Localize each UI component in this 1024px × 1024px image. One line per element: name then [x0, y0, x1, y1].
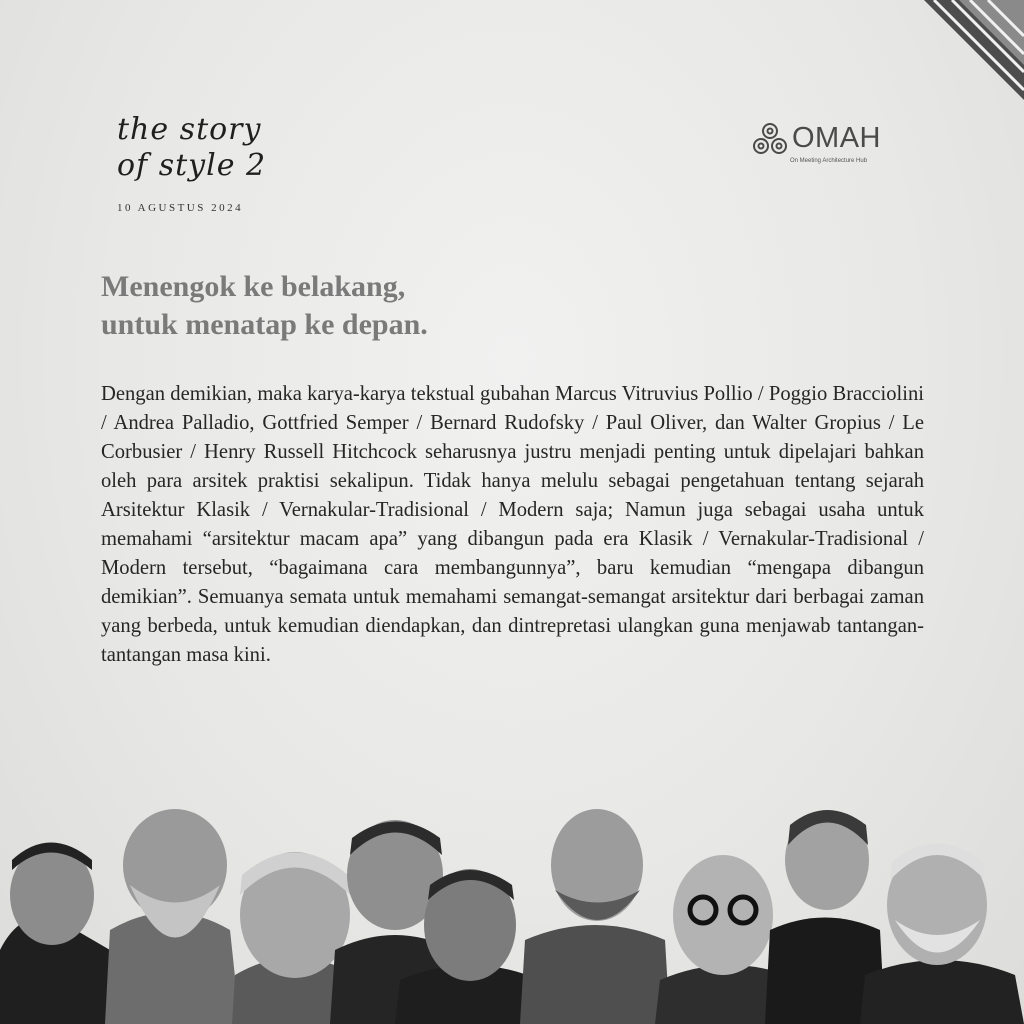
headline-line2: untuk menatap ke depan.: [101, 308, 428, 341]
portrait-9: [860, 844, 1024, 1024]
event-date: 10 AGUSTUS 2024: [117, 202, 244, 214]
logo-name: OMAH: [792, 122, 881, 154]
omah-logo: [752, 120, 932, 170]
portrait-1: [0, 843, 120, 1024]
triple-spiral-icon: [752, 122, 788, 156]
headline-line1: Menengok ke belakang,: [101, 270, 406, 303]
portrait-6: [520, 809, 670, 1024]
portrait-strip: [0, 800, 1024, 1024]
portrait-2: [105, 809, 240, 1024]
logo-tagline: On Meeting Architecture Hub: [790, 158, 868, 164]
body-paragraph: Dengan demikian, maka karya-karya tekstual gubahan Marcus Vitruvius Pollio / Poggio Bracciolini / Andrea Palladio, Gottfried Semper / Bernard Rudofsky / Paul Oliver, dan Walter Gropius / Le Corbusier / Henry Russell Hitchcock seharusnya justru menjadi penting untuk dipelajari bahkan oleh para arsitek praktisi sekalipun. Tidak hanya melulu sebagai pengetahuan tentang sejarah Arsitektur Klasik / Vernakular-Tradisional / Modern saja; Namun juga sebagai usaha untuk memahami “arsitektur macam apa” yang dibangun pada era Klasik / Vernakular-Tradisional / Modern tersebut, “bagaimana cara membangunnya”, baru kemudian “mengapa dibangun demikian”. Semuanya semata untuk memahami semangat-semangat arsitektur dari berbagai zaman yang berbeda, untuk kemudian diendapkan, dan dintrepretasi ulangkan guna menjawab tantangan-tantangan masa kini.: [101, 383, 924, 666]
event-title-line1: the story: [117, 112, 262, 147]
event-title: [117, 112, 266, 184]
headline: [101, 268, 428, 344]
event-title-line2: of style 2: [117, 148, 267, 183]
